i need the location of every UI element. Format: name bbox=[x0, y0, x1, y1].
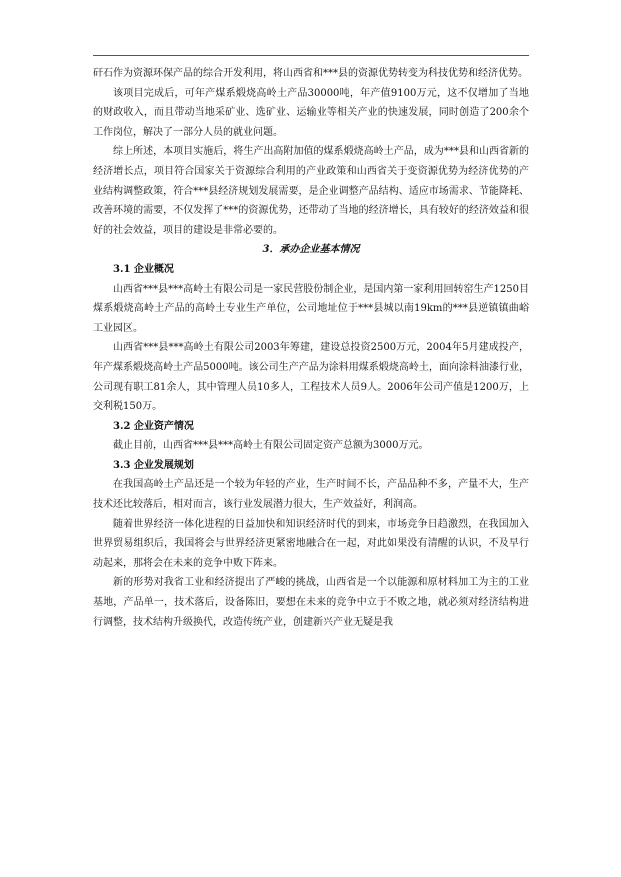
section-title: 3．承办企业基本情况 bbox=[262, 244, 360, 256]
paragraph-plan-industry: 在我国高岭土产品还是一个较为年轻的产业，生产时间不长，产品品种不多，产量不大，生产技术还比较落后，相对而言，该行业发展潜力很大，生产效益好，利润高。 bbox=[93, 479, 529, 511]
paragraph-assets: 截止目前，山西省***县***高岭土有限公司固定资产总额为3000万元。 bbox=[113, 440, 429, 452]
paragraph-company-history: 山西省***县***高岭土有限公司2003年筹建，建设总投资2500万元，2004年5月建成投产，年产煤系煅烧高岭土产品5000吨。该公司生产产品为涂料用煤系煅烧高岭土，面向涂料油漆行业，公司现有职工81余人，其中管理人员10多人，工程技术人员9人。2006年公司产值是1200万，上交利税150万。 bbox=[93, 342, 529, 413]
paragraph-summary: 综上所述，本项目实施后，将生产出高附加值的煤系煅烧高岭土产品，成为***县和山西省新的经济增长点，项目符合国家关于资源综合利用的产业政策和山西省关于变资源优势为经济优势的产业结构调整政策，符合***县经济规划发展需要，是企业调整产品结构、适应市场需求、节能降耗、改善环境的需要，不仅发挥了***的资源优势，还带动了当地的经济增长，具有较好的经济效益和很好的社会效益，项目的建设是非常必要的。 bbox=[93, 146, 529, 236]
subsection-title-assets: 3.2 企业资产情况 bbox=[113, 420, 194, 432]
subsection-title-plan: 3.3 企业发展规划 bbox=[113, 459, 194, 471]
document-body bbox=[93, 64, 529, 632]
paragraph-continued: 矸石作为资源环保产品的综合开发利用，将山西省和***县的资源优势转变为科技优势和经济优势。 bbox=[93, 68, 528, 79]
paragraph-plan-challenge: 新的形势对我省工业和经济提出了严峻的挑战，山西省是一个以能源和原材料加工为主的工业基地，产品单一，技术落后，设备陈旧，要想在未来的竞争中立于不败之地，就必须对经济结构进行调整，技术结构升级换代，改造传统产业，创建新兴产业无疑是我 bbox=[93, 577, 529, 628]
paragraph-plan-globalization: 随着世界经济一体化进程的日益加快和知识经济时代的到来，市场竞争日趋激烈，在我国加入世界贸易组织后，我国将会与世界经济更紧密地融合在一起，对此如果没有清醒的认识，不及早行动起来，那将会在未来的竞争中败下阵来。 bbox=[93, 518, 529, 569]
paragraph-company-intro: 山西省***县***高岭土有限公司是一家民营股份制企业，是国内第一家利用回转窑生产1250目煤系煅烧高岭土产品的高岭土专业生产单位，公司地址位于***县城以南19km的***县逆镇镇曲峪工业园区。 bbox=[93, 283, 529, 334]
subsection-title-overview: 3.1 企业概况 bbox=[113, 263, 174, 275]
paragraph-project-output: 该项目完成后，可年产煤系煅烧高岭土产品30000吨，年产值9100万元，这不仅增加了当地的财政收入，而且带动当地采矿业、选矿业、运输业等相关产业的快速发展，同时创造了200余个工作岗位，解决了一部分人员的就业问题。 bbox=[93, 87, 529, 138]
header-rule bbox=[93, 55, 529, 56]
